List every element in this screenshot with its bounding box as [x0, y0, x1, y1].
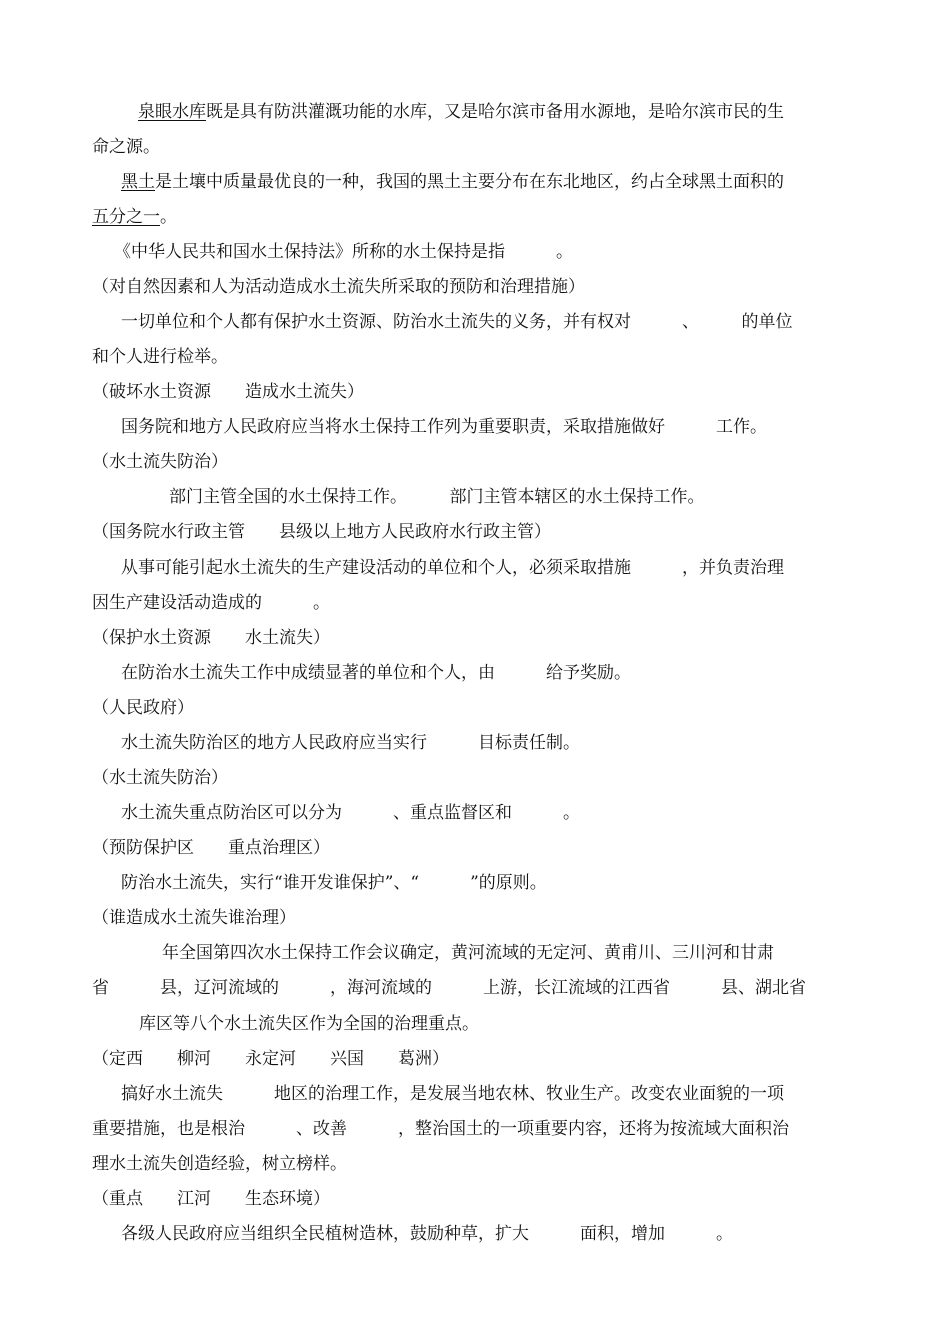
- text-line: 库区等八个水土流失区作为全国的治理重点。: [139, 1014, 479, 1034]
- question-line: 水土流失防治区的地方人民政府应当实行 目标责任制。: [121, 733, 580, 753]
- answer-line: （国务院水行政主管 县级以上地方人民政府水行政主管）: [92, 522, 551, 542]
- text-line: 因生产建设活动造成的 。: [92, 593, 330, 613]
- text-line: 命之源。: [92, 137, 160, 157]
- question-line: 水土流失重点防治区可以分为 、重点监督区和 。: [121, 803, 580, 823]
- question-line: 《中华人民共和国水土保持法》所称的水土保持是指 。: [114, 242, 573, 262]
- paragraph-black-soil: 黑土是土壤中质量最优良的一种，我国的黑土主要分布在东北地区，约占全球黑土面积的: [121, 172, 784, 192]
- answer-line: （重点 江河 生态环境）: [92, 1189, 330, 1209]
- answer-line: （破坏水土资源 造成水土流失）: [92, 382, 364, 402]
- paragraph-xiquanyan-reservoir: 泉眼水库既是具有防洪灌溉功能的水库，又是哈尔滨市备用水源地，是哈尔滨市民的生: [138, 102, 784, 122]
- text-line: 和个人进行检举。: [92, 347, 228, 367]
- question-line: 一切单位和个人都有保护水土资源、防治水土流失的义务，并有权对 、 的单位: [121, 312, 793, 332]
- text-line: 重要措施，也是根治 、改善 ，整治国土的一项重要内容，还将为按流域大面积治: [92, 1119, 789, 1139]
- question-line: 国务院和地方人民政府应当将水土保持工作列为重要职责，采取措施做好 工作。: [121, 417, 767, 437]
- question-line: 在防治水土流失工作中成绩显著的单位和个人，由 给予奖励。: [121, 663, 631, 683]
- answer-line: （对自然因素和人为活动造成水土流失所采取的预防和治理措施）: [92, 277, 585, 297]
- answer-line: （水土流失防治）: [92, 768, 228, 788]
- answer-line: （水土流失防治）: [92, 452, 228, 472]
- answer-line: （保护水土资源 水土流失）: [92, 628, 330, 648]
- question-line: 搞好水土流失 地区的治理工作，是发展当地农林、牧业生产。改变农业面貌的一项: [121, 1084, 784, 1104]
- text-line: 省 县，辽河流域的 ，海河流域的 上游，长江流域的江西省 县、湖北省: [92, 978, 806, 998]
- question-line: 年全国第四次水土保持工作会议确定，黄河流域的无定河、黄甫川、三川河和甘肃: [162, 943, 774, 963]
- underlined-term-reservoir: 泉眼水库: [138, 102, 206, 122]
- answer-line: （人民政府）: [92, 698, 194, 718]
- question-line: 各级人民政府应当组织全民植树造林，鼓励种草，扩大 面积，增加 。: [121, 1224, 733, 1244]
- answer-line: （谁造成水土流失谁治理）: [92, 908, 296, 928]
- question-line: 防治水土流失，实行“谁开发谁保护”、“ ”的原则。: [121, 873, 547, 893]
- text-line: 理水土流失创造经验，树立榜样。: [92, 1154, 347, 1174]
- answer-line: （定西 柳河 永定河 兴国 葛洲）: [92, 1049, 449, 1069]
- underlined-term-black-soil: 黑土: [121, 172, 155, 192]
- question-line: 部门主管全国的水土保持工作。 部门主管本辖区的水土保持工作。: [169, 487, 705, 507]
- question-line: 从事可能引起水土流失的生产建设活动的单位和个人，必须采取措施 ，并负责治理: [121, 558, 784, 578]
- text-line: 五分之一。: [92, 207, 177, 227]
- underlined-term-one-fifth: 五分之一: [92, 207, 160, 227]
- answer-line: （预防保护区 重点治理区）: [92, 838, 330, 858]
